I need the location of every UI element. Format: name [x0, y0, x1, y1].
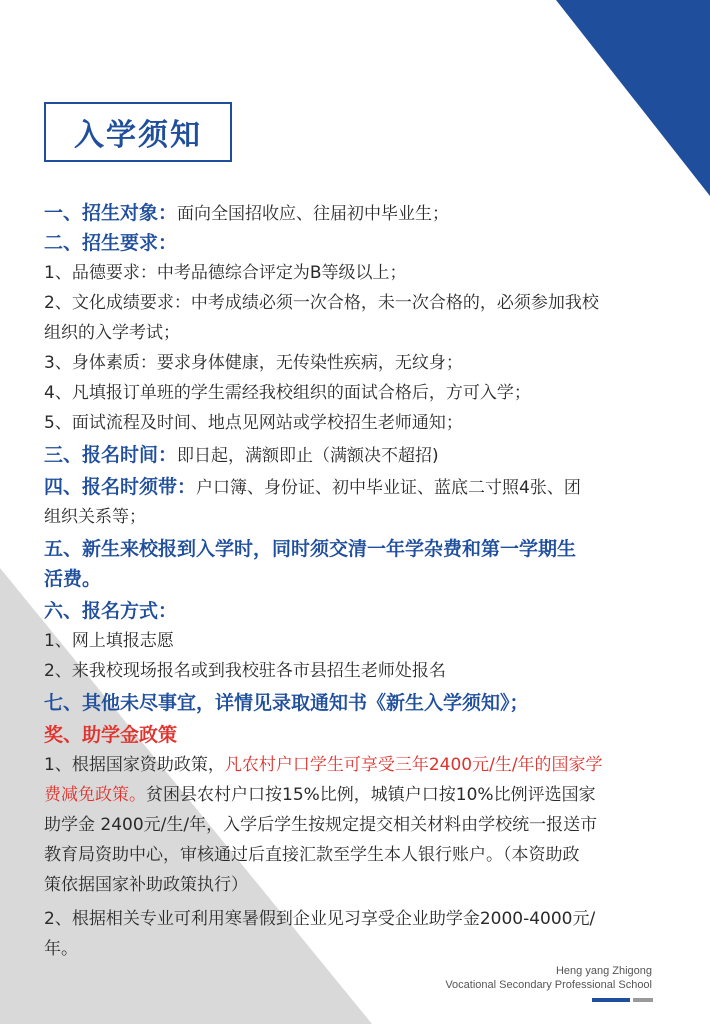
footer-accent-bar-blue — [592, 998, 630, 1002]
section-3-text: 即日起，满额即止（满额决不超招) — [177, 446, 439, 466]
section-8-para-1-line-3: 助学金 2400元/生/年，入学后学生按规定提交相关材料由学校统一报送市 — [44, 815, 598, 835]
section-2-item-1: 1、品德要求：中考品德综合评定为B等级以上； — [44, 263, 407, 283]
page-title: 入学须知 — [74, 118, 202, 153]
section-2-item-4: 4、凡填报订单班的学生需经我校组织的面试合格后，方可入学； — [44, 383, 531, 403]
section-8-para-1-line-1-highlight: 凡农村户口学生可享受三年2400元/生/年的国家学 — [224, 755, 603, 775]
section-8-para-1-line-1-prefix: 1、根据国家资助政策， — [44, 755, 225, 775]
section-4-text-line-1: 户口簿、身份证、初中毕业证、蓝底二寸照4张、团 — [196, 478, 581, 498]
section-1-text: 面向全国招收应、往届初中毕业生； — [177, 204, 450, 224]
section-8-para-1-line-2-rest: 贫困县农村户口按15%比例，城镇户口按10%比例评选国家 — [146, 785, 596, 805]
section-8-para-1-line-1 — [44, 750, 684, 780]
section-2-item-5: 5、面试流程及时间、地点见网站或学校招生老师通知； — [44, 413, 463, 433]
section-2-item-2-line-2: 组织的入学考试； — [44, 323, 180, 343]
footer-school-name — [445, 964, 652, 992]
section-6-heading: 六、报名方式： — [44, 600, 178, 622]
section-2-item-2-line-1: 2、文化成绩要求：中考成绩必须一次合格，未一次合格的，必须参加我校 — [44, 293, 599, 313]
section-1 — [44, 198, 684, 229]
section-8-para-1-line-2 — [44, 780, 684, 810]
footer-line-2: Vocational Secondary Professional School — [445, 979, 652, 991]
section-8-para-1-line-5: 策依据国家补助政策执行） — [44, 875, 248, 895]
section-4-heading: 四、报名时须带： — [44, 476, 197, 498]
title-box — [44, 102, 232, 162]
section-3 — [44, 440, 684, 471]
footer-line-1: Heng yang Zhigong — [555, 965, 652, 977]
section-7: 七、其他未尽事宜，详情见录取通知书《新生入学须知》； — [44, 692, 529, 714]
section-4 — [44, 472, 684, 503]
section-2-item-3: 3、身体素质：要求身体健康，无传染性疾病，无纹身； — [44, 353, 463, 373]
footer-accent-bar-gray — [633, 998, 653, 1002]
section-8-para-1-line-4: 教育局资助中心，审核通过后直接汇款至学生本人银行账户。（本资助政 — [44, 845, 580, 865]
section-5-line-2: 活费。 — [44, 568, 102, 590]
section-8-para-1-line-2-highlight: 费减免政策。 — [44, 785, 146, 805]
section-6-item-1: 1、网上填报志愿 — [44, 631, 174, 651]
section-8-heading: 奖、助学金政策 — [44, 724, 178, 746]
section-4-text-line-2: 组织关系等； — [44, 507, 146, 527]
section-6-item-2: 2、来我校现场报名或到我校驻各市县招生老师处报名 — [44, 661, 446, 681]
section-2-heading: 二、招生要求： — [44, 232, 178, 254]
section-1-heading: 一、招生对象： — [44, 202, 178, 224]
section-5-line-1: 五、新生来校报到入学时，同时须交清一年学杂费和第一学期生 — [44, 538, 577, 560]
section-8-para-2-line-2: 年。 — [44, 939, 78, 959]
section-3-heading: 三、报名时间： — [44, 444, 178, 466]
section-8-para-2-line-1: 2、根据相关专业可利用寒暑假到企业见习享受企业助学金2000-4000元/ — [44, 909, 596, 929]
